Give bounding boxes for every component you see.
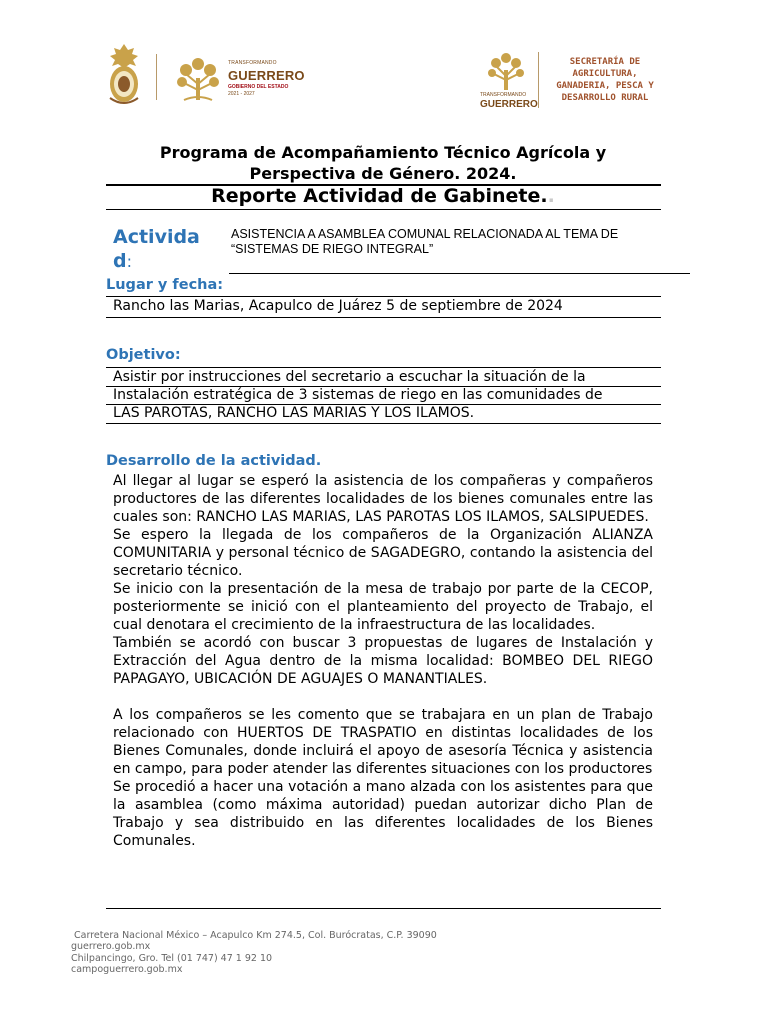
- report-title-rule: [106, 209, 661, 210]
- development-paragraph: Se inicio con la presentación de la mesa de trabajo por parte de la CECOP, posteriormente se inició con el planteamiento del proyecto de Trabajo, el cual denotara el crecimiento de la infraestructura de las localidades.: [113, 581, 653, 633]
- logo-name: GUERRERO: [228, 68, 305, 83]
- development-paragraph: Al llegar al lugar se esperó la asistencia de los compañeras y compañeros productores de las diferentes localidades de los bienes comunales entre las cuales son: RANCHO LAS MARIAS, LAS PAROTAS LOS ILAMOS, SALSIPUEDES.: [113, 473, 653, 525]
- tree-logo-icon: [486, 50, 526, 92]
- activity-description: [231, 227, 676, 257]
- footer-line: Chilpancingo, Gro. Tel (01 747) 47 1 92 10: [71, 952, 273, 964]
- program-title-line: Perspectiva de Género. 2024.: [249, 164, 517, 183]
- report-title: [106, 185, 660, 207]
- logo-tagline: TRANSFORMANDO: [480, 92, 527, 98]
- divider: [538, 52, 539, 108]
- activity-line: “SISTEMAS DE RIEGO INTEGRAL”: [231, 242, 434, 256]
- development-paragraph: Se espero la llegada de los compañeros de la Organización ALIANZA COMUNITARIA y personal técnico de SAGADEGRO, contando la asistencia del secretario técnico.: [113, 527, 653, 579]
- objective-rule: [106, 423, 661, 424]
- footer-address: [71, 930, 437, 975]
- state-seal-icon: [106, 42, 142, 106]
- report-title-text: Reporte Actividad de Gabinete.: [211, 185, 548, 207]
- secretaria-line: GANADERIA, PESCA Y: [556, 81, 654, 91]
- activity-label: [113, 225, 213, 274]
- objective-line: Asistir por instrucciones del secretario a escuchar la situación de la: [113, 369, 586, 385]
- objective-line: Instalación estratégica de 3 sistemas de riego en las comunidades de: [113, 387, 603, 403]
- logo-subtitle: GOBIERNO DEL ESTADO: [228, 84, 289, 90]
- place-date-value: Rancho las Marias, Acapulco de Juárez 5 de septiembre de 2024: [113, 298, 563, 314]
- logo-years: 2021 - 2027: [228, 91, 255, 97]
- place-date-rule-bottom: [106, 317, 661, 318]
- place-date-heading: Lugar y fecha:: [106, 277, 224, 293]
- guerrero-government-logo: [100, 40, 305, 110]
- footer-website: guerrero.gob.mx: [71, 941, 151, 953]
- secretaria-line: AGRICULTURA,: [572, 69, 638, 79]
- program-title-line: Programa de Acompañamiento Técnico Agrícola y: [159, 143, 607, 162]
- logo-name: GUERRERO: [480, 99, 538, 110]
- secretaria-line: DESARROLLO RURAL: [561, 93, 649, 103]
- activity-rule: [229, 273, 690, 274]
- activity-label-line: d: [113, 250, 127, 272]
- program-title: [106, 142, 660, 184]
- development-paragraph: A los compañeros se les comento que se trabajara en un plan de Trabajo relacionado con HUERTOS DE TRASPATIO en distintas localidades de los Bienes Comunales, donde incluirá el apoyo de asesoría Técnica y asistencia en campo, para poder atender las diferentes situaciones con los productores: [113, 707, 653, 777]
- footer-line: Carretera Nacional México – Acapulco Km 274.5, Col. Burócratas, C.P. 39090: [71, 930, 437, 941]
- development-rule: [106, 908, 661, 909]
- footer-website: campoguerrero.gob.mx: [71, 963, 183, 975]
- objective-heading: Objetivo:: [106, 347, 181, 363]
- development-paragraph: También se acordó con buscar 3 propuestas de lugares de Instalación y Extracción del Agua dentro de la misma localidad: BOMBEO DEL RIEGO PAPAGAYO, UBICACIÓN DE AGUAJES O MANANTIALES.: [113, 635, 653, 687]
- divider: [156, 54, 157, 100]
- development-body: [113, 472, 653, 850]
- secretaria-line: SECRETARÍA DE: [569, 57, 641, 67]
- secretaria-agricultura-logo: [478, 46, 668, 116]
- development-paragraph: Se procedió a hacer una votación a mano alzada con los asistentes para que la asamblea (como máxima autoridad) puedan autorizar dicho Plan de Trabajo y sea distribuido en las diferentes localidades de los Bienes Comunales.: [113, 779, 653, 849]
- objective-line: LAS PAROTAS, RANCHO LAS MARIAS Y LOS ILAMOS.: [113, 405, 475, 421]
- tree-logo-icon: [174, 54, 222, 104]
- report-title-suffix: .: [547, 185, 555, 207]
- secretaria-name: [541, 56, 669, 104]
- development-heading: Desarrollo de la actividad.: [106, 453, 322, 469]
- activity-label-colon: :: [126, 252, 132, 271]
- activity-line: ASISTENCIA A ASAMBLEA COMUNAL RELACIONADA AL TEMA DE: [231, 227, 619, 241]
- logo-tagline: TRANSFORMANDO: [228, 60, 277, 66]
- activity-label-line: Activida: [113, 226, 200, 248]
